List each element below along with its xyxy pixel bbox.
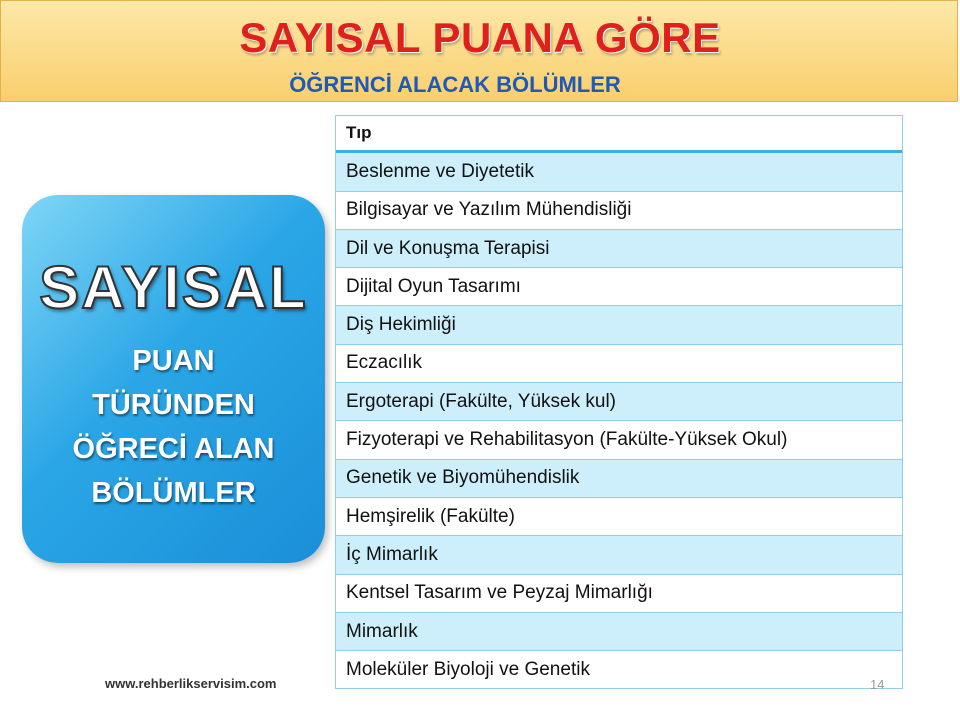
card-heading: SAYISAL — [39, 254, 308, 321]
slide-subtitle: ÖĞRENCİ ALACAK BÖLÜMLER — [289, 72, 621, 97]
table-row: Hemşirelik (Fakülte) — [336, 498, 902, 536]
table-row: İç Mimarlık — [336, 536, 902, 574]
card-line: TÜRÜNDEN — [92, 389, 255, 421]
table-row: Diş Hekimliği — [336, 306, 902, 344]
table-row: Genetik ve Biyomühendislik — [336, 460, 902, 498]
table-row: Bilgisayar ve Yazılım Mühendisliği — [336, 192, 902, 230]
footer-website: www.rehberlikservisim.com — [105, 676, 277, 691]
slide-title: SAYISAL PUANA GÖRE — [239, 14, 721, 61]
page-number: 14 — [870, 677, 885, 692]
table-row: Dijital Oyun Tasarımı — [336, 268, 902, 306]
card-text — [22, 339, 325, 515]
card-line: BÖLÜMLER — [91, 477, 256, 509]
table-header: Tıp — [336, 115, 902, 153]
card-line: ÖĞRECİ ALAN — [72, 433, 275, 465]
table-row: Eczacılık — [336, 345, 902, 383]
table-row: Dil ve Konuşma Terapisi — [336, 230, 902, 268]
table-row: Moleküler Biyoloji ve Genetik — [336, 651, 902, 689]
table-row: Fizyoterapi ve Rehabilitasyon (Fakülte-Yüksek Okul) — [336, 421, 902, 459]
table-row: Mimarlık — [336, 613, 902, 651]
score-type-card — [22, 195, 325, 563]
department-table — [335, 115, 903, 689]
card-line: PUAN — [132, 345, 215, 377]
table-row: Kentsel Tasarım ve Peyzaj Mimarlığı — [336, 575, 902, 613]
table-row: Beslenme ve Diyetetik — [336, 153, 902, 191]
table-row: Ergoterapi (Fakülte, Yüksek kul) — [336, 383, 902, 421]
